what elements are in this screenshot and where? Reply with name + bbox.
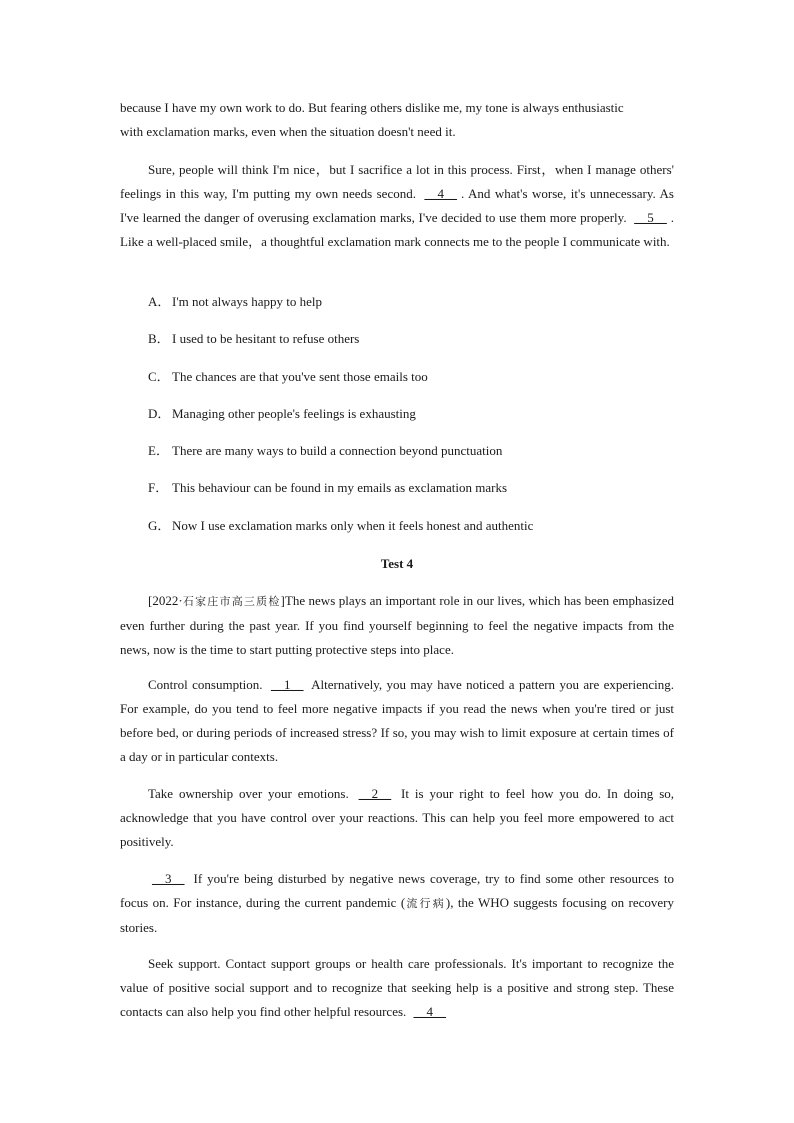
- source-tag-close: ]: [280, 593, 285, 608]
- option-letter: F．: [148, 480, 169, 495]
- paragraph-disturbed: __3__ If you're being disturbed by negative news coverage, try to find some other resources to focus on. For instance, during the current pandemic (流行病), the WHO suggests focusing on recovery stories.: [120, 871, 674, 935]
- option-letter: B．: [148, 331, 170, 346]
- paragraph-support: Seek support. Contact support groups or health care professionals. It's important to recognize the value of positive social support and to recognize that seeking help is a positive and strong step. These contacts can also help you find other helpful resources. __4__: [120, 956, 674, 1019]
- option-g[interactable]: [148, 514, 674, 538]
- option-text: Managing other people's feelings is exhausting: [172, 406, 416, 421]
- option-c[interactable]: [148, 365, 674, 389]
- paragraph-sure: Sure, people will think I'm nice，but I sacrifice a lot in this process. First，when I manage others' feelings in this way, I'm putting my own needs second. __4__ . And what's worse, it's unnecessary. As I've learned the danger of overusing exclamation marks, I've decided to use them more properly. __5__ . Like a well-placed smile，a thoughtful exclamation mark connects me to the people I communicate with.: [120, 162, 674, 249]
- option-letter: E．: [148, 443, 169, 458]
- option-letter: D．: [148, 406, 171, 421]
- blank-5[interactable]: __5__: [634, 210, 667, 225]
- option-letter: C．: [148, 369, 170, 384]
- source-tag-open: [2022·: [148, 593, 183, 608]
- section-title: Test 4: [380, 556, 414, 571]
- paragraph-intro: [2022·石家庄市高三质检]The news plays an important role in our lives, which has been emphasized even further during the past year. If you find yourself beginning to feel the negative impacts from the news, now is the time to start putting protective steps into place.: [120, 593, 674, 657]
- blank-4-test4[interactable]: __4__: [413, 1004, 447, 1019]
- paragraph-control: Control consumption. __1__ Alternatively, you may have noticed a pattern you are experiencing. For example, do you tend to feel more negative impacts if you read the news when you're tired or just before bed, or during periods of increased stress? If so, you may wish to limit exposure at certain times of a day or in particular contexts.: [120, 677, 674, 764]
- option-text: I used to be hesitant to refuse others: [172, 331, 360, 346]
- blank-2[interactable]: __2__: [358, 786, 392, 801]
- option-text: There are many ways to build a connection beyond punctuation: [172, 443, 503, 458]
- option-b[interactable]: [148, 327, 674, 351]
- option-text: I'm not always happy to help: [172, 294, 323, 309]
- option-f[interactable]: [148, 476, 674, 500]
- blank-3[interactable]: __3__: [152, 871, 185, 886]
- paragraph-ownership: Take ownership over your emotions. __2__ It is your right to feel how you do. In doing so, acknowledge that you have control over your reactions. This can help you feel more empowered to act positively.: [120, 786, 674, 849]
- chinese-gloss: 流行病: [405, 897, 446, 910]
- line-2: with exclamation marks, even when the situation doesn't need it.: [120, 124, 456, 139]
- option-e[interactable]: [148, 439, 674, 463]
- source-tag: 石家庄市高三质检: [182, 595, 281, 608]
- option-text: Now I use exclamation marks only when it feels honest and authentic: [172, 518, 534, 533]
- blank-1[interactable]: __1__: [270, 677, 304, 692]
- option-a[interactable]: [148, 290, 674, 314]
- line-1: because I have my own work to do. But fearing others dislike me, my tone is always enthusiastic: [120, 100, 624, 115]
- option-text: This behaviour can be found in my emails as exclamation marks: [172, 480, 508, 495]
- option-letter: A．: [148, 294, 171, 309]
- option-letter: G．: [148, 518, 171, 533]
- blank-4[interactable]: __4__: [424, 186, 457, 201]
- paragraph-continued: [120, 96, 674, 144]
- option-text: The chances are that you've sent those emails too: [172, 369, 428, 384]
- option-d[interactable]: [148, 402, 674, 426]
